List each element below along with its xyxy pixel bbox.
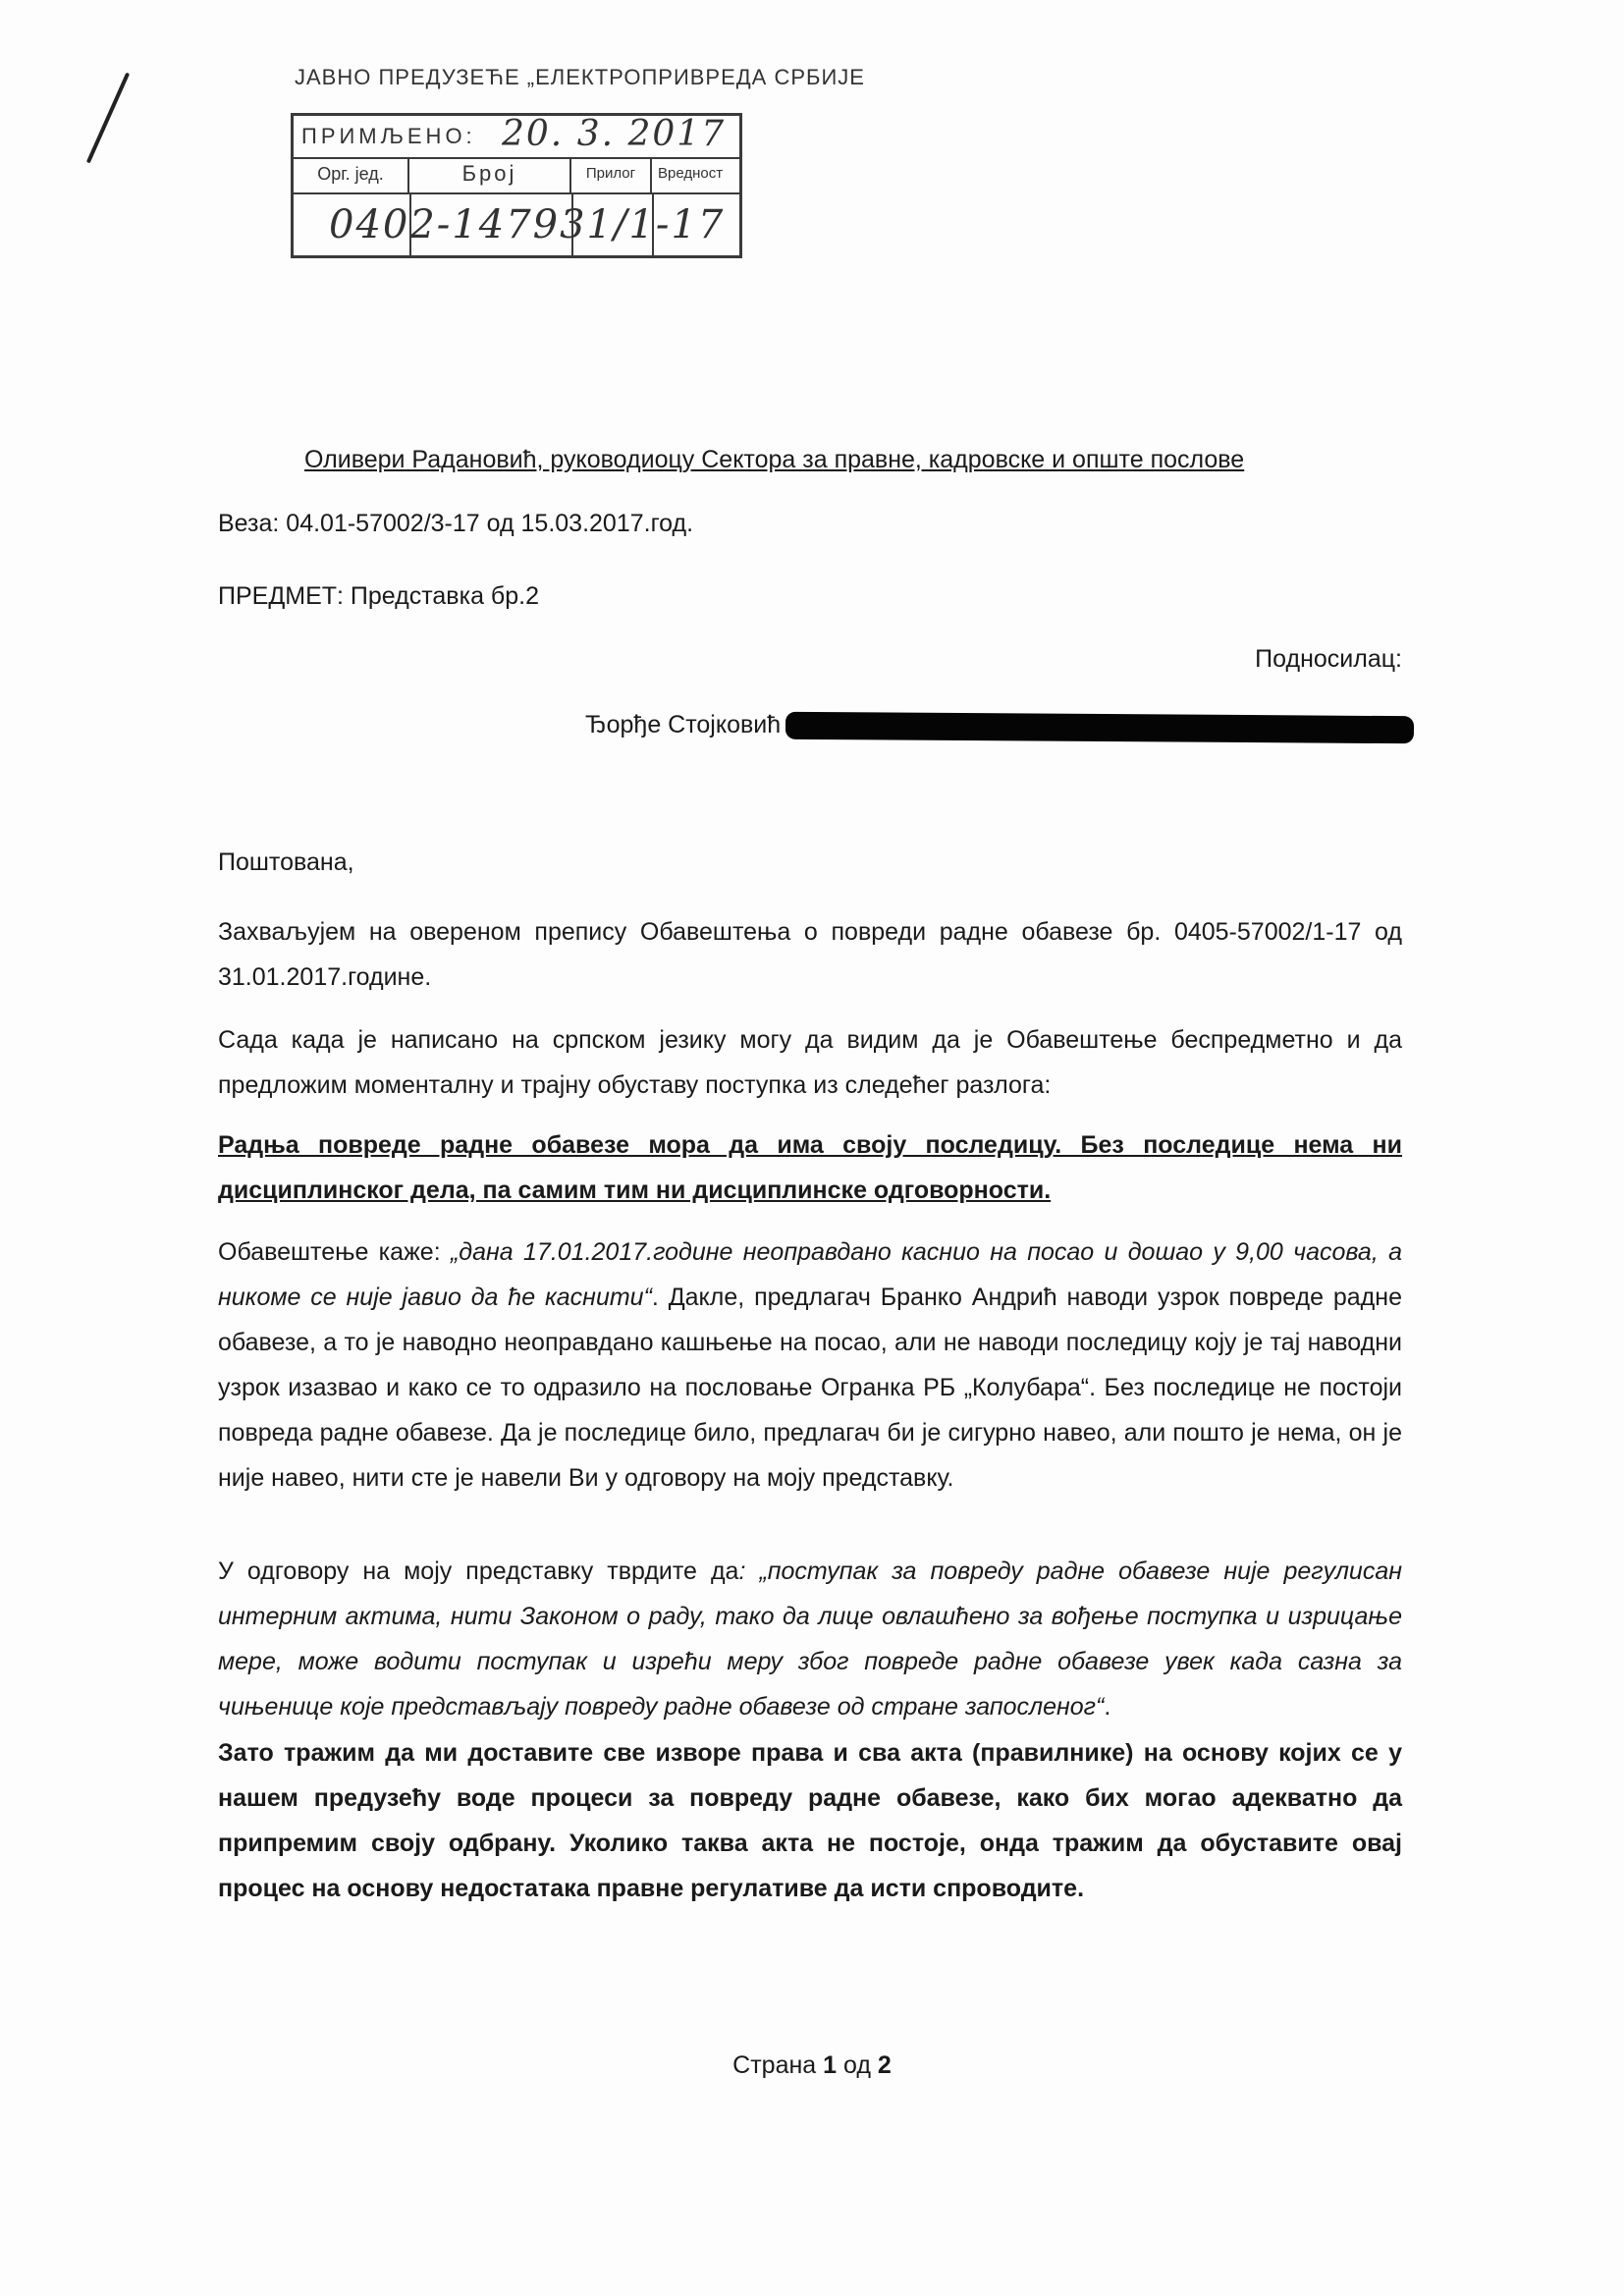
paragraph-5-quote: : „поступак за повреду радне обавезе није регулисан интерним актима, нити Законом о раду, тако да лице овлашћено за вођење поступка и изрицање мере, може водити поступак и изрећи меру због повреде радне обавезе увек када сазна за чињенице које представљају повреду радне обавезе од стране запосленог“ [218,1558,1402,1721]
redaction-bar [785,712,1414,743]
stamp-col-number: Број [409,157,571,192]
staple-mark [86,73,130,164]
paragraph-3: Радња повреде радне обавезе мора да има своју последицу. Без последице нема ни дисциплинског дела, па самим тим ни дисциплинске одговорности. [218,1131,1402,1204]
stamp-col-value: Вредност [658,165,724,182]
paragraph-4-intro: Обавештење каже: [218,1238,451,1266]
paragraph-2: Сада када је написано на српском језику могу да видим да је Обавештење беспредметно и да предложим моменталну и трајну обуставу поступка из следећег разлога: [218,1026,1402,1099]
paragraph-1: Захваљујем на овереном препису Обавештења о повреди радне обавезе бр. 0405-57002/1-17 од 31.01.2017.године. [218,918,1402,991]
paragraph-4-rest: . Дакле, предлагач Бранко Андрић наводи узрок повреде радне обавезе, а то је наводно неоправдано кашњење на посао, али не наводи последицу коју је тај наводни узрок изазвао и како се то одразило на пословање Огранка РБ „Колубара“. Без последице не постоји повреда радне обавезе. Да је последице било, предлагач би је сигурно навео, али пошто је нема, он је није навео, нити сте је навели Ви у одговору на моју представку. [218,1284,1402,1492]
letter-reference: Веза: 04.01-57002/3-17 од 15.03.2017.год. [218,510,694,537]
stamp-received-row [294,116,739,159]
stamp-col-org-unit: Орг. јед. [294,157,409,192]
paragraph-4-quote: „дана 17.01.2017.године неоправдано каснио на посао и дошао у 9,00 часова, а никоме се није јавио да ће каснити“ [218,1238,1403,1311]
stamp-registry-number: 0402-147931/1-17 [329,202,726,247]
paragraph-5 [218,1549,1402,1729]
stamp-header-row [294,157,739,194]
paragraph-4 [218,1230,1402,1501]
submitter-label: Подносилац: [1255,645,1402,673]
footer-of-word: од [843,2051,871,2079]
footer-page-number: 1 [823,2051,838,2079]
stamp-col-attachment: Прилог [571,157,652,192]
paragraph-5-intro: У одговору на моју представку тврдите да [218,1558,739,1585]
footer-page-total: 2 [877,2051,892,2079]
stamp-organization: ЈАВНО ПРЕДУЗЕЋЕ „ЕЛЕКТРОПРИВРЕДА СРБИЈЕ [295,65,865,89]
letter-greeting: Поштована, [218,848,354,876]
submitter-name: Ђорђе Стојковић [585,711,782,738]
stamp-received-date: 20. 3. 2017 [502,114,727,154]
paragraph-5-end: . [1104,1693,1111,1721]
paragraph-6: Зато тражим да ми доставите све изворе права и сва акта (правилнике) на основу којих се у нашем предузећу воде процеси за повреду радне обавезе, како бих могао адекватно да припремим своју одбрану. Уколико таква акта не постоје, онда тражим да обуставите овај процес на основу недостатака правне регулативе да исти спроводите. [218,1739,1402,1902]
footer-page-word: Страна [732,2051,817,2079]
stamp-value-row [294,192,739,255]
page-footer [0,2043,1624,2088]
letter-addressee: Оливери Радановић, руководиоцу Сектора за правне, кадровске и опште послове [304,446,1245,473]
received-stamp [291,113,742,258]
letter-subject: ПРЕДМЕТ: Представка бр.2 [218,582,539,610]
stamp-received-label: ПРИМЉЕНО: [301,124,476,148]
